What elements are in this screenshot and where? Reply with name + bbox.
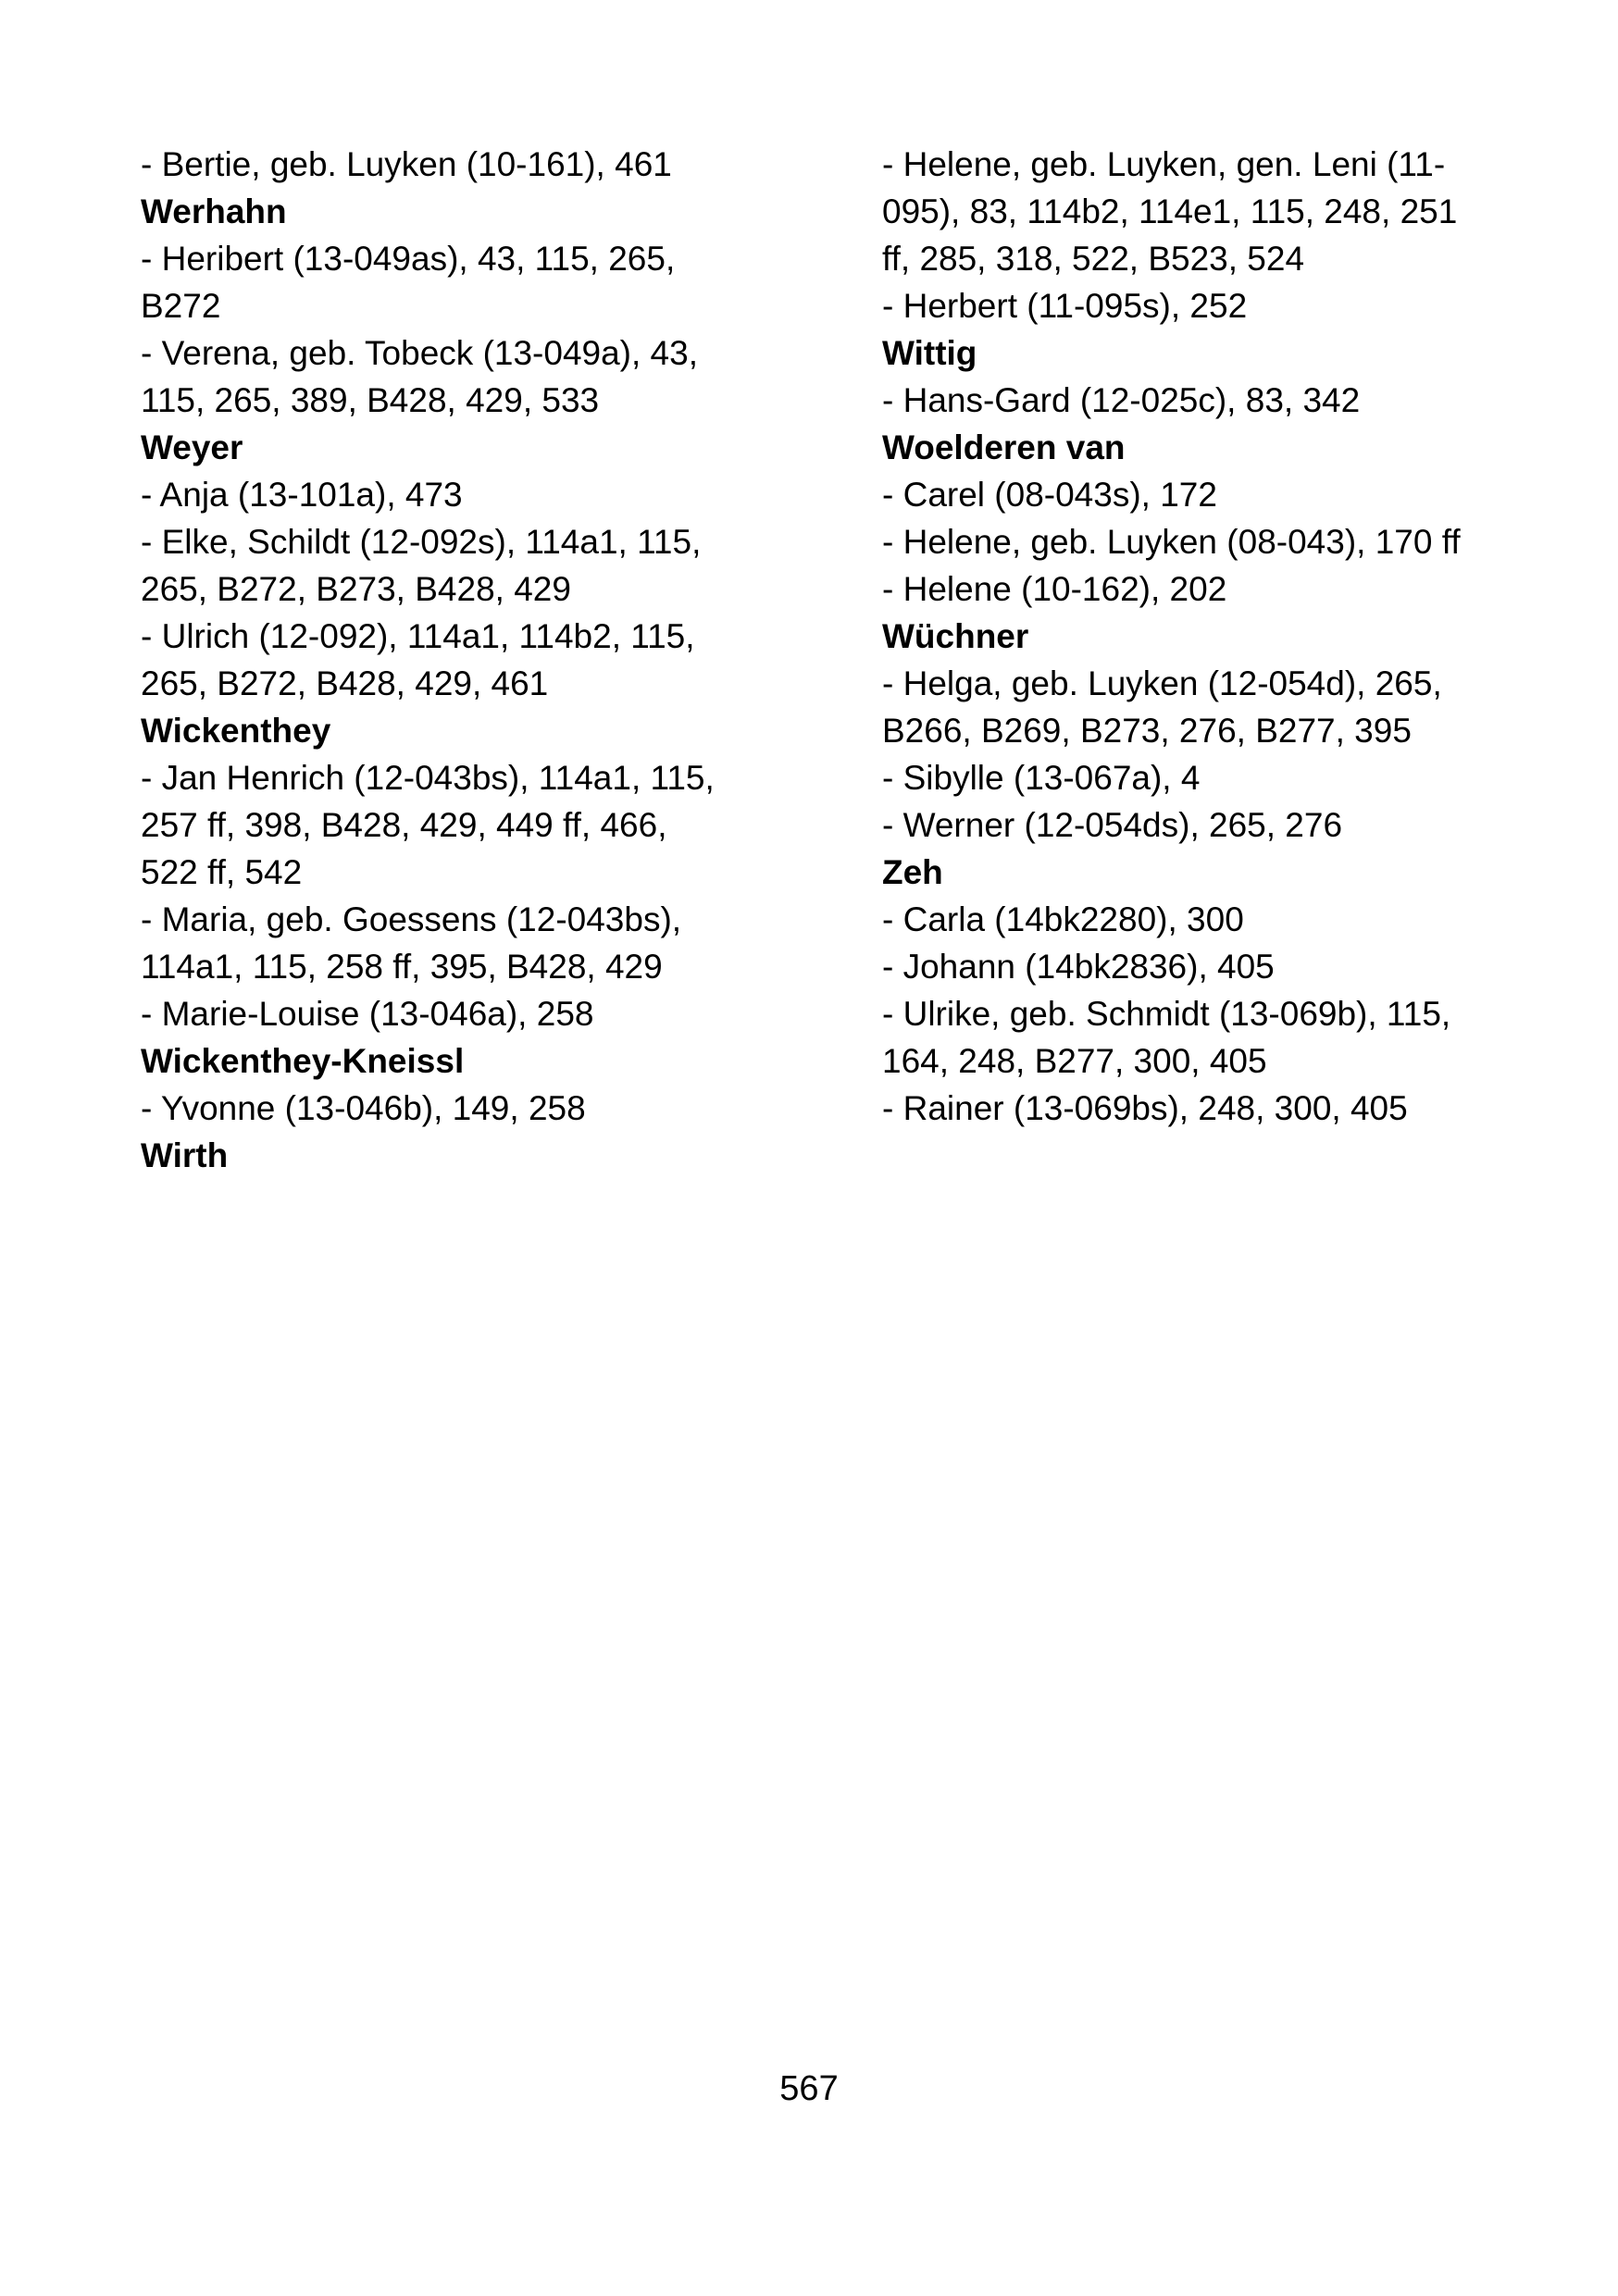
- index-entry-line: - Maria, geb. Goessens (12-043bs),: [141, 900, 682, 938]
- index-surname-heading: Wüchner: [882, 617, 1029, 655]
- index-entry-line: 115, 265, 389, B428, 429, 533: [141, 381, 600, 419]
- index-entry-line: - Werner (12-054ds), 265, 276: [882, 806, 1343, 844]
- index-entry-line: 522 ff, 542: [141, 853, 303, 891]
- index-entry-line: - Heribert (13-049as), 43, 115, 265,: [141, 240, 676, 278]
- index-entry-line: - Herbert (11-095s), 252: [882, 287, 1248, 325]
- index-entry-line: - Yvonne (13-046b), 149, 258: [141, 1089, 586, 1127]
- index-surname-heading: Wittig: [882, 334, 977, 372]
- index-surname-heading: Werhahn: [141, 192, 287, 230]
- index-entry-line: - Helene (10-162), 202: [882, 570, 1227, 608]
- index-entry-line: - Marie-Louise (13-046a), 258: [141, 995, 594, 1033]
- index-entry-line: - Johann (14bk2836), 405: [882, 948, 1275, 986]
- index-surname-heading: Woelderen van: [882, 428, 1126, 466]
- index-entry-line: - Rainer (13-069bs), 248, 300, 405: [882, 1089, 1408, 1127]
- index-entry-line: - Elke, Schildt (12-092s), 114a1, 115,: [141, 523, 702, 561]
- index-entry-line: - Bertie, geb. Luyken (10-161), 461: [141, 145, 672, 183]
- index-entry-line: - Helga, geb. Luyken (12-054d), 265,: [882, 664, 1442, 702]
- index-surname-heading: Weyer: [141, 428, 243, 466]
- index-surname-heading: Wickenthey-Kneissl: [141, 1042, 465, 1080]
- index-entry-line: - Sibylle (13-067a), 4: [882, 759, 1201, 797]
- index-surname-heading: Wirth: [141, 1136, 229, 1174]
- index-entry-line: - Anja (13-101a), 473: [141, 476, 463, 514]
- index-entry-line: B266, B269, B273, 276, B277, 395: [882, 712, 1412, 750]
- index-entry-line: 265, B272, B428, 429, 461: [141, 664, 549, 702]
- index-entry-line: 257 ff, 398, B428, 429, 449 ff, 466,: [141, 806, 667, 844]
- index-entry-line: - Ulrich (12-092), 114a1, 114b2, 115,: [141, 617, 695, 655]
- index-surname-heading: Zeh: [882, 853, 943, 891]
- index-entry-line: - Helene, geb. Luyken, gen. Leni (11-: [882, 145, 1446, 183]
- index-surname-heading: Wickenthey: [141, 712, 331, 750]
- index-entry-line: 164, 248, B277, 300, 405: [882, 1042, 1267, 1080]
- index-entry-line: 265, B272, B273, B428, 429: [141, 570, 571, 608]
- index-entry-line: - Carel (08-043s), 172: [882, 476, 1217, 514]
- index-entry-line: 095), 83, 114b2, 114e1, 115, 248, 251: [882, 192, 1458, 230]
- index-entry-line: - Hans-Gard (12-025c), 83, 342: [882, 381, 1361, 419]
- index-entry-line: - Ulrike, geb. Schmidt (13-069b), 115,: [882, 995, 1451, 1033]
- index-entry-line: ff, 285, 318, 522, B523, 524: [882, 240, 1305, 278]
- index-entry-line: - Carla (14bk2280), 300: [882, 900, 1244, 938]
- index-entry-line: 114a1, 115, 258 ff, 395, B428, 429: [141, 948, 663, 986]
- index-entry-line: - Verena, geb. Tobeck (13-049a), 43,: [141, 334, 698, 372]
- index-entry-line: - Jan Henrich (12-043bs), 114a1, 115,: [141, 759, 715, 797]
- index-entry-line: B272: [141, 287, 221, 325]
- index-column-right: [882, 141, 1484, 1132]
- index-column-left: [141, 141, 742, 1179]
- index-entry-line: - Helene, geb. Luyken (08-043), 170 ff: [882, 523, 1461, 561]
- page-number: 567: [779, 2069, 839, 2108]
